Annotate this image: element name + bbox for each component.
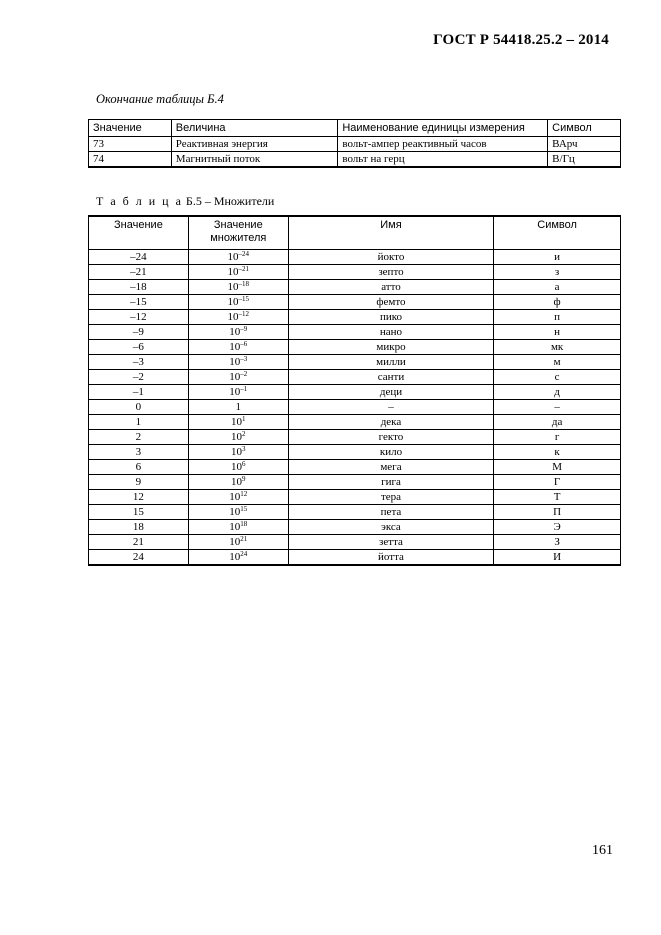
multiplier-base: 10 — [227, 296, 239, 308]
multiplier-base: 10 — [229, 506, 241, 518]
multiplier-base: 1 — [235, 401, 242, 413]
cell-value: –15 — [89, 295, 189, 310]
cell-name: мега — [288, 460, 493, 475]
multiplier-exponent: 24 — [240, 550, 248, 558]
table-row — [89, 137, 621, 152]
cell-symbol: а — [494, 280, 621, 295]
cell-value: –2 — [89, 370, 189, 385]
table-b5-caption-title: – Множители — [201, 194, 275, 208]
multiplier-exponent: –6 — [240, 340, 248, 348]
table-b5-caption — [96, 194, 274, 209]
cell-multiplier — [188, 520, 288, 535]
multiplier-exponent: –2 — [240, 370, 248, 378]
table-row — [89, 430, 621, 445]
multiplier-base: 10 — [229, 386, 241, 398]
cell-name: фемто — [288, 295, 493, 310]
cell-name: гекто — [288, 430, 493, 445]
cell-value: –18 — [89, 280, 189, 295]
cell-value: 9 — [89, 475, 189, 490]
cell-unit-name: вольт на герц — [338, 152, 548, 168]
multiplier-base: 10 — [229, 326, 241, 338]
cell-multiplier — [188, 295, 288, 310]
cell-value: –3 — [89, 355, 189, 370]
multiplier-base: 10 — [229, 371, 241, 383]
cell-name: деци — [288, 385, 493, 400]
table-row — [89, 445, 621, 460]
column-header: Величина — [171, 120, 338, 137]
multiplier-base: 10 — [231, 461, 243, 473]
cell-unit-name: вольт-ампер реактивный часов — [338, 137, 548, 152]
multiplier-exponent: 21 — [240, 535, 248, 543]
cell-name: йотта — [288, 550, 493, 566]
table-row — [89, 295, 621, 310]
multiplier-base: 10 — [227, 266, 239, 278]
cell-multiplier — [188, 475, 288, 490]
cell-multiplier — [188, 415, 288, 430]
page-number: 161 — [592, 843, 613, 858]
cell-value: –9 — [89, 325, 189, 340]
cell-value: –1 — [89, 385, 189, 400]
cell-symbol: Э — [494, 520, 621, 535]
cell-value: 1 — [89, 415, 189, 430]
table-b4-caption: Окончание таблицы Б.4 — [96, 92, 224, 106]
multiplier-exponent: –3 — [240, 355, 248, 363]
cell-name: кило — [288, 445, 493, 460]
cell-value: 15 — [89, 505, 189, 520]
multiplier-exponent: 9 — [242, 475, 246, 483]
multiplier-base: 10 — [231, 416, 243, 428]
cell-name: пико — [288, 310, 493, 325]
multiplier-base: 10 — [227, 251, 239, 263]
cell-symbol: да — [494, 415, 621, 430]
cell-name: – — [288, 400, 493, 415]
table-row — [89, 460, 621, 475]
cell-quantity: Магнитный поток — [171, 152, 338, 168]
page-header: ГОСТ Р 54418.25.2 – 2014 — [433, 32, 609, 48]
cell-quantity: Реактивная энергия — [171, 137, 338, 152]
cell-symbol: В/Гц — [548, 152, 621, 168]
cell-symbol: М — [494, 460, 621, 475]
table-row — [89, 415, 621, 430]
cell-multiplier — [188, 325, 288, 340]
cell-name: санти — [288, 370, 493, 385]
cell-value: 73 — [89, 137, 172, 152]
multiplier-exponent: –1 — [240, 385, 248, 393]
table-row — [89, 520, 621, 535]
cell-value: 3 — [89, 445, 189, 460]
multiplier-base: 10 — [229, 341, 241, 353]
multiplier-exponent: –18 — [238, 280, 250, 288]
table-row — [89, 475, 621, 490]
multiplier-base: 10 — [229, 521, 241, 533]
table-row — [89, 340, 621, 355]
multiplier-exponent: 12 — [240, 490, 248, 498]
cell-value: 74 — [89, 152, 172, 168]
table-b5-caption-number: Б.5 — [185, 194, 202, 208]
multiplier-exponent: 15 — [240, 505, 248, 513]
table-row — [89, 250, 621, 265]
cell-symbol: д — [494, 385, 621, 400]
cell-name: атто — [288, 280, 493, 295]
column-header: Значение множителя — [188, 216, 288, 250]
multiplier-base: 10 — [229, 491, 241, 503]
table-row — [89, 370, 621, 385]
multiplier-base: 10 — [231, 431, 243, 443]
table-b5-caption-prefix: Т а б л и ц а — [96, 194, 183, 208]
table-b4-header-row — [89, 120, 621, 137]
table-b5-header-row — [89, 216, 621, 250]
cell-value: 12 — [89, 490, 189, 505]
table-row — [89, 400, 621, 415]
cell-symbol: И — [494, 550, 621, 566]
cell-multiplier — [188, 535, 288, 550]
cell-symbol: мк — [494, 340, 621, 355]
table-b5-body — [89, 250, 621, 566]
column-header: Наименование единицы измерения — [338, 120, 548, 137]
cell-multiplier — [188, 460, 288, 475]
table-row — [89, 310, 621, 325]
cell-symbol: н — [494, 325, 621, 340]
cell-value: –6 — [89, 340, 189, 355]
multiplier-base: 10 — [229, 551, 241, 563]
multiplier-exponent: –24 — [238, 250, 250, 258]
column-header: Значение — [89, 216, 189, 250]
cell-value: –24 — [89, 250, 189, 265]
multiplier-base: 10 — [227, 311, 239, 323]
cell-value: 0 — [89, 400, 189, 415]
multiplier-base: 10 — [229, 536, 241, 548]
cell-name: зетта — [288, 535, 493, 550]
cell-symbol: – — [494, 400, 621, 415]
multiplier-exponent: –21 — [238, 265, 250, 273]
multiplier-exponent: –9 — [240, 325, 248, 333]
column-header: Значение — [89, 120, 172, 137]
multiplier-base: 10 — [231, 446, 243, 458]
cell-name: пета — [288, 505, 493, 520]
cell-multiplier — [188, 505, 288, 520]
table-row — [89, 152, 621, 168]
cell-multiplier — [188, 550, 288, 566]
column-header: Имя — [288, 216, 493, 250]
cell-value: 24 — [89, 550, 189, 566]
cell-multiplier — [188, 400, 288, 415]
multiplier-exponent: 3 — [242, 445, 246, 453]
cell-symbol: П — [494, 505, 621, 520]
cell-symbol: Т — [494, 490, 621, 505]
cell-name: дека — [288, 415, 493, 430]
cell-name: нано — [288, 325, 493, 340]
cell-value: –21 — [89, 265, 189, 280]
multiplier-exponent: –12 — [238, 310, 250, 318]
multiplier-exponent: 1 — [242, 415, 246, 423]
table-row — [89, 355, 621, 370]
multiplier-exponent: 6 — [242, 460, 246, 468]
cell-multiplier — [188, 250, 288, 265]
table-row — [89, 280, 621, 295]
column-header: Символ — [548, 120, 621, 137]
multiplier-base: 10 — [229, 356, 241, 368]
column-header: Символ — [494, 216, 621, 250]
table-b4 — [88, 119, 621, 168]
table-row — [89, 535, 621, 550]
table-row — [89, 550, 621, 566]
cell-symbol: и — [494, 250, 621, 265]
cell-multiplier — [188, 430, 288, 445]
cell-value: 21 — [89, 535, 189, 550]
cell-symbol: З — [494, 535, 621, 550]
table-row — [89, 325, 621, 340]
cell-symbol: ф — [494, 295, 621, 310]
multiplier-exponent: –15 — [238, 295, 250, 303]
multiplier-base: 10 — [231, 476, 243, 488]
cell-multiplier — [188, 385, 288, 400]
table-b5 — [88, 215, 621, 566]
table-row — [89, 265, 621, 280]
cell-multiplier — [188, 490, 288, 505]
cell-multiplier — [188, 280, 288, 295]
table-row — [89, 385, 621, 400]
cell-multiplier — [188, 355, 288, 370]
cell-name: милли — [288, 355, 493, 370]
cell-multiplier — [188, 370, 288, 385]
cell-multiplier — [188, 310, 288, 325]
cell-symbol: п — [494, 310, 621, 325]
cell-name: микро — [288, 340, 493, 355]
cell-name: тера — [288, 490, 493, 505]
cell-value: 18 — [89, 520, 189, 535]
cell-symbol: з — [494, 265, 621, 280]
cell-name: гига — [288, 475, 493, 490]
cell-symbol: с — [494, 370, 621, 385]
multiplier-base: 10 — [227, 281, 239, 293]
cell-name: зепто — [288, 265, 493, 280]
cell-symbol: к — [494, 445, 621, 460]
cell-symbol: ВАрч — [548, 137, 621, 152]
cell-multiplier — [188, 445, 288, 460]
cell-symbol: Г — [494, 475, 621, 490]
multiplier-exponent: 2 — [242, 430, 246, 438]
table-row — [89, 490, 621, 505]
cell-value: –12 — [89, 310, 189, 325]
cell-multiplier — [188, 340, 288, 355]
cell-name: йокто — [288, 250, 493, 265]
cell-value: 6 — [89, 460, 189, 475]
table-row — [89, 505, 621, 520]
multiplier-exponent: 18 — [240, 520, 248, 528]
cell-value: 2 — [89, 430, 189, 445]
cell-symbol: м — [494, 355, 621, 370]
cell-name: экса — [288, 520, 493, 535]
cell-symbol: г — [494, 430, 621, 445]
cell-multiplier — [188, 265, 288, 280]
